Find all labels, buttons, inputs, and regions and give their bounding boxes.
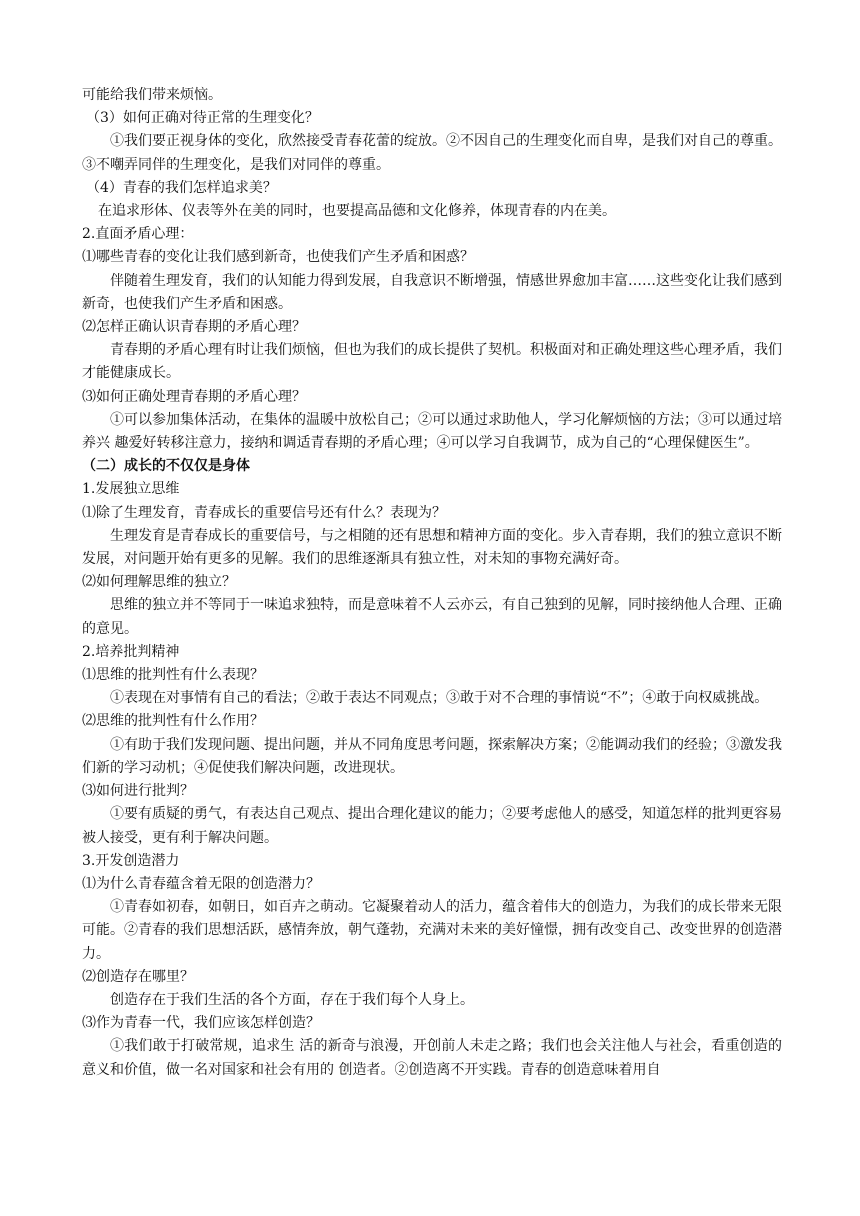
answer-paragraph: ①有助于我们发现问题、提出问题，并从不同角度思考问题，探索解决方案；②能调动我们的经验；③激发我们新的学习动机；④促使我们解决问题，改进现状。 <box>82 736 782 776</box>
question-heading: ⑴思维的批判性有什么表现？ <box>82 667 264 684</box>
answer-paragraph: ①可以参加集体活动，在集体的温暖中放松自己；②可以通过求助他人，学习化解烦恼的方法；③可以通过培养兴 趣爱好转移注意力，接纳和调适青春期的矛盾心理；④可以学习自我调节，成为自己的“心理保健医生”。 <box>82 411 782 452</box>
question-heading: ⑵创造存在哪里？ <box>82 968 194 985</box>
question-heading: ⑴除了生理发育，青春成长的重要信号还有什么？表现为？ <box>82 504 446 521</box>
answer-paragraph: 伴随着生理发育，我们的认知能力得到发展，自我意识不断增强，情感世界愈加丰富……这些变化让我们感到新奇，也使我们产生矛盾和困惑。 <box>82 272 782 312</box>
question-heading: （4）青春的我们怎样追求美？ <box>86 179 277 196</box>
answer-paragraph: ①我们敢于打破常规，追求生 活的新奇与浪漫，开创前人未走之路；我们也会关注他人与社会，看重创造的意义和价值，做一名对国家和社会有用的 创造者。②创造离不开实践。青春的创造意味着用自 <box>82 1038 782 1078</box>
question-heading: ⑴哪些青春的变化让我们感到新奇，也使我们产生矛盾和困惑？ <box>82 249 474 266</box>
answer-paragraph: ①我们要正视身体的变化，欣然接受青春花蕾的绽放。②不因自己的生理变化而自卑，是我们对自己的尊重。③不嘲弄同伴的生理变化，是我们对同伴的尊重。 <box>82 133 782 173</box>
question-heading: ⑶如何正确处理青春期的矛盾心理？ <box>82 388 306 405</box>
document-page <box>82 84 782 1082</box>
question-heading: ⑶作为青春一代，我们应该怎样创造？ <box>82 1015 320 1032</box>
answer-paragraph: ①要有质疑的勇气，有表达自己观点、提出合理化建议的能力；②要考虑他人的感受，知道怎样的批判更容易被人接受，更有利于解决问题。 <box>82 806 782 846</box>
answer-paragraph: 创造存在于我们生活的各个方面，存在于我们每个人身上。 <box>110 991 474 1008</box>
answer-paragraph: 在追求形体、仪表等外在美的同时，也要提高品德和文化修养，体现青春的内在美。 <box>98 203 616 220</box>
text-line: 可能给我们带来烦恼。 <box>82 87 222 103</box>
question-heading: ⑵怎样正确认识青春期的矛盾心理？ <box>82 319 306 336</box>
answer-paragraph: 生理发育是青春成长的重要信号，与之相随的还有思想和精神方面的变化。步入青春期，我们的独立意识不断发展，对问题开始有更多的见解。我们的思维逐渐具有独立性，对未知的事物充满好奇。 <box>82 527 782 568</box>
question-heading: ⑵如何理解思维的独立？ <box>82 574 236 591</box>
section-heading: 2.直面矛盾心理： <box>82 226 194 243</box>
answer-paragraph: ①表现在对事情有自己的看法；②敢于表达不同观点；③敢于对不合理的事情说“不”；④敢于向权威挑战。 <box>110 690 769 707</box>
question-heading: ⑶如何进行批判？ <box>82 783 194 800</box>
answer-paragraph: 青春期的矛盾心理有时让我们烦恼，但也为我们的成长提供了契机。积极面对和正确处理这些心理矛盾，我们才能健康成长。 <box>82 342 782 382</box>
chapter-heading: （二）成长的不仅仅是身体 <box>82 458 250 475</box>
question-heading: （3）如何正确对待正常的生理变化？ <box>86 110 319 127</box>
section-heading: 1.发展独立思维 <box>82 481 180 498</box>
question-heading: ⑴为什么青春蕴含着无限的创造潜力？ <box>82 875 320 892</box>
question-heading: ⑵思维的批判性有什么作用？ <box>82 713 264 730</box>
answer-paragraph: 思维的独立并不等同于一味追求独特，而是意味着不人云亦云，有自己独到的见解，同时接纳他人合理、正确的意见。 <box>82 597 782 637</box>
answer-paragraph: ①青春如初春，如朝日，如百卉之萌动。它凝聚着动人的活力，蕴含着伟大的创造力，为我们的成长带来无限可能。②青春的我们思想活跃，感情奔放，朝气蓬勃，充满对未来的美好憧憬，拥有改变自己、改变世界的创造潜力。 <box>82 899 782 962</box>
section-heading: 2.培养批判精神 <box>82 643 180 660</box>
section-heading: 3.开发创造潜力 <box>82 852 180 869</box>
